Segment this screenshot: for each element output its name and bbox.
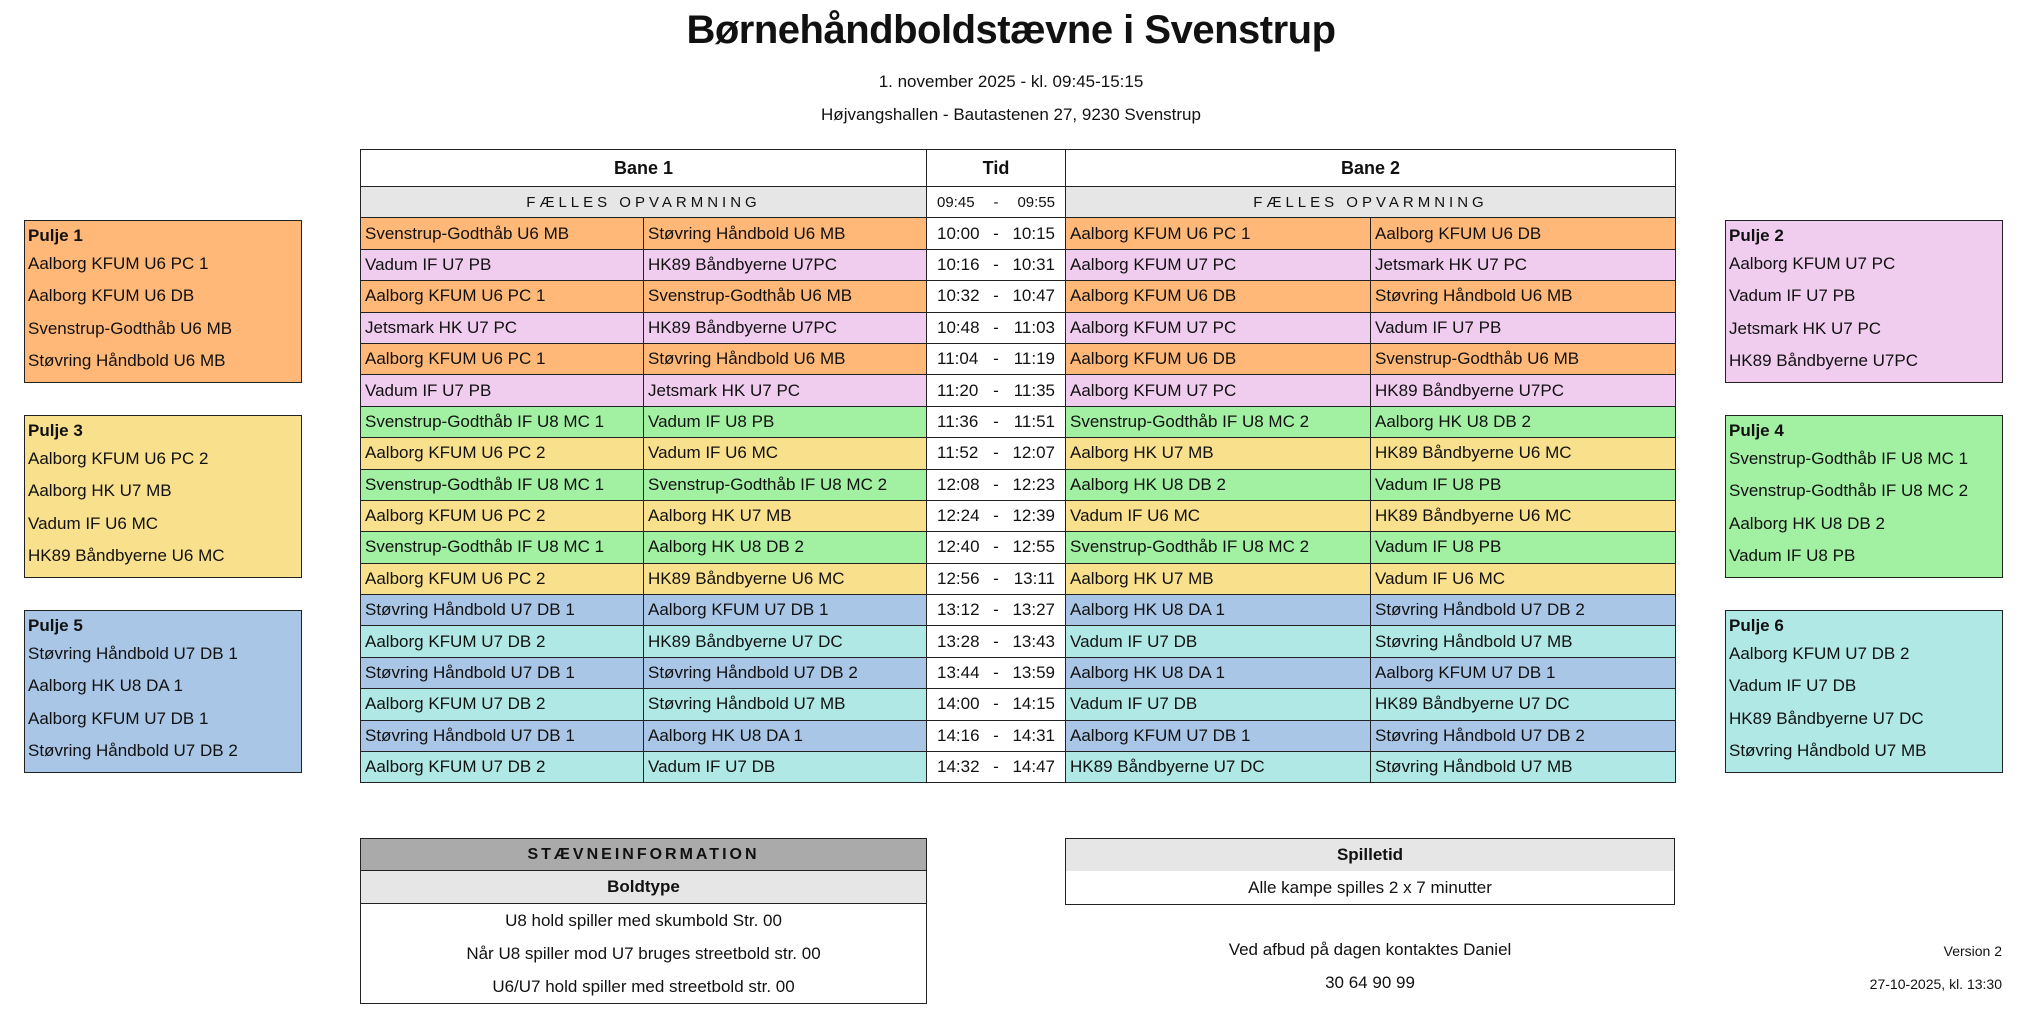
- pool-team: Svenstrup-Godthåb U6 MB: [28, 318, 233, 338]
- bane2-team-b: HK89 Båndbyerne U6 MC: [1371, 500, 1676, 531]
- info-line: U6/U7 hold spiller med streetbold str. 00: [492, 977, 795, 996]
- match-time: 12:24 - 12:39: [927, 500, 1066, 531]
- match-start: 14:16: [937, 725, 980, 745]
- pool-team: Aalborg KFUM U7 DB 2: [1729, 644, 1910, 663]
- info-line: U8 hold spiller med skumbold Str. 00: [505, 911, 782, 930]
- match-time: 12:56 - 13:11: [927, 563, 1066, 594]
- pool-name: Pulje 4: [1729, 421, 1784, 440]
- bane2-team-b: Vadum IF U8 PB: [1371, 532, 1676, 563]
- match-row: [361, 438, 1676, 469]
- info-line: Når U8 spiller mod U7 bruges streetbold str. 00: [466, 944, 821, 963]
- pool-team: Vadum IF U7 DB: [1729, 676, 1857, 696]
- info-box: [360, 838, 927, 1004]
- pool-team: Svenstrup-Godthåb IF U8 MC 2: [1729, 481, 1969, 501]
- pool-box: [1725, 220, 2003, 383]
- bane2-team-b: Støvring Håndbold U7 DB 2: [1371, 720, 1676, 751]
- bane1-team-b: Vadum IF U8 PB: [644, 406, 927, 437]
- match-time: 10:00 - 10:15: [927, 218, 1066, 249]
- match-row: [361, 720, 1676, 751]
- warmup-label-bane1: FÆLLES OPVARMNING: [361, 187, 927, 218]
- bane2-team-a: Aalborg HK U8 DA 1: [1066, 657, 1371, 688]
- match-row: [361, 595, 1676, 626]
- bane2-team-a: Aalborg KFUM U7 PC: [1066, 375, 1371, 406]
- bane2-team-a: Aalborg KFUM U7 PC: [1066, 249, 1371, 280]
- pool-team: Aalborg KFUM U7 DB 1: [28, 708, 209, 728]
- bane2-team-a: Aalborg HK U7 MB: [1066, 563, 1371, 594]
- match-end: 11:19: [1013, 349, 1055, 369]
- spilletid-text: Alle kampe spilles 2 x 7 minutter: [1248, 878, 1492, 897]
- bane1-team-a: Svenstrup-Godthåb IF U8 MC 1: [361, 532, 644, 563]
- bane2-team-a: Aalborg HK U8 DA 1: [1066, 595, 1371, 626]
- match-time: 13:44 - 13:59: [927, 657, 1066, 688]
- bane1-team-b: Aalborg HK U7 MB: [644, 500, 927, 531]
- match-end: 10:31: [1012, 254, 1055, 274]
- bane2-team-b: Svenstrup-Godthåb U6 MB: [1371, 343, 1676, 374]
- bane1-team-a: Støvring Håndbold U7 DB 1: [361, 595, 644, 626]
- match-row: [361, 406, 1676, 437]
- match-end: 14:47: [1012, 757, 1055, 777]
- bane1-team-b: Svenstrup-Godthåb U6 MB: [644, 281, 927, 312]
- match-start: 13:12: [937, 600, 980, 620]
- spilletid-label: Spilletid: [1066, 839, 1674, 871]
- match-end: 13:59: [1012, 663, 1055, 683]
- bane2-team-a: Aalborg KFUM U6 DB: [1066, 343, 1371, 374]
- bane1-team-a: Aalborg KFUM U6 PC 2: [361, 500, 644, 531]
- match-end: 13:43: [1012, 631, 1055, 651]
- bane1-team-a: Støvring Håndbold U7 DB 1: [361, 657, 644, 688]
- match-end: 14:31: [1012, 725, 1055, 745]
- match-start: 13:28: [937, 631, 980, 651]
- pool-name: Pulje 2: [1729, 226, 1784, 245]
- bane2-team-a: Svenstrup-Godthåb IF U8 MC 2: [1066, 532, 1371, 563]
- warmup-row: [361, 187, 1676, 218]
- pool-name: Pulje 1: [28, 226, 83, 245]
- bane2-team-b: Støvring Håndbold U7 MB: [1371, 752, 1676, 783]
- match-time: 13:12 - 13:27: [927, 595, 1066, 626]
- pool-team: Aalborg KFUM U7 PC: [1729, 254, 1896, 273]
- bane2-team-a: Aalborg KFUM U6 DB: [1066, 281, 1371, 312]
- bane1-team-a: Svenstrup-Godthåb IF U8 MC 1: [361, 469, 644, 500]
- pool-name: Pulje 5: [28, 616, 83, 635]
- bane1-team-a: Aalborg KFUM U6 PC 1: [361, 343, 644, 374]
- match-start: 10:16: [937, 254, 980, 274]
- pool-team: Aalborg HK U7 MB: [28, 481, 172, 501]
- match-start: 10:00: [937, 223, 980, 243]
- match-row: [361, 375, 1676, 406]
- bane2-team-a: Vadum IF U7 DB: [1066, 689, 1371, 720]
- match-row: [361, 281, 1676, 312]
- match-time: 11:20 - 11:35: [927, 375, 1066, 406]
- bane2-team-a: Aalborg HK U8 DB 2: [1066, 469, 1371, 500]
- match-end: 12:23: [1012, 474, 1055, 494]
- match-time: 12:08 - 12:23: [927, 469, 1066, 500]
- pool-team: Vadum IF U6 MC: [28, 513, 159, 533]
- match-start: 11:52: [937, 443, 979, 463]
- boldtype-label: Boldtype: [361, 871, 926, 904]
- bane2-team-a: Aalborg KFUM U6 PC 1: [1066, 218, 1371, 249]
- bane2-team-a: Aalborg HK U7 MB: [1066, 438, 1371, 469]
- match-row: [361, 343, 1676, 374]
- match-row: [361, 312, 1676, 343]
- bane2-team-b: Aalborg KFUM U6 DB: [1371, 218, 1676, 249]
- info-heading: STÆVNEINFORMATION: [361, 839, 926, 871]
- match-time: 11:36 - 11:51: [927, 406, 1066, 437]
- bane1-team-b: Støvring Håndbold U6 MB: [644, 218, 927, 249]
- bane1-team-a: Svenstrup-Godthåb IF U8 MC 1: [361, 406, 644, 437]
- bane2-team-a: Aalborg KFUM U7 DB 1: [1066, 720, 1371, 751]
- bane2-team-a: Svenstrup-Godthåb IF U8 MC 2: [1066, 406, 1371, 437]
- bane1-team-a: Vadum IF U7 PB: [361, 375, 644, 406]
- spilletid-box: [1065, 838, 1675, 905]
- pool-team: Støvring Håndbold U7 MB: [1729, 740, 1927, 760]
- warmup-start: 09:45: [937, 193, 975, 211]
- bane2-team-b: Jetsmark HK U7 PC: [1371, 249, 1676, 280]
- time-header: Tid: [927, 150, 1066, 187]
- bane1-team-b: Støvring Håndbold U6 MB: [644, 343, 927, 374]
- match-time: 10:48 - 11:03: [927, 312, 1066, 343]
- bane1-team-a: Svenstrup-Godthåb U6 MB: [361, 218, 644, 249]
- match-time: 11:04 - 11:19: [927, 343, 1066, 374]
- match-start: 10:48: [937, 317, 980, 337]
- match-end: 11:51: [1013, 411, 1055, 431]
- pool-team: Svenstrup-Godthåb IF U8 MC 1: [1729, 449, 1969, 468]
- match-end: 13:11: [1013, 568, 1055, 588]
- bane1-team-b: Aalborg HK U8 DB 2: [644, 532, 927, 563]
- match-start: 11:36: [937, 411, 979, 431]
- bane2-team-a: HK89 Båndbyerne U7 DC: [1066, 752, 1371, 783]
- match-end: 12:55: [1012, 537, 1055, 557]
- contact-phone: 30 64 90 99: [1325, 973, 1415, 992]
- pool-team: Aalborg KFUM U6 DB: [28, 286, 195, 306]
- bane1-team-a: Aalborg KFUM U6 PC 2: [361, 563, 644, 594]
- pool-box: [24, 220, 302, 383]
- match-end: 10:47: [1012, 286, 1055, 306]
- match-start: 11:20: [937, 380, 979, 400]
- pool-team: Jetsmark HK U7 PC: [1729, 318, 1882, 338]
- match-start: 10:32: [937, 286, 980, 306]
- pool-team: Vadum IF U7 PB: [1729, 286, 1856, 306]
- bane1-team-b: Støvring Håndbold U7 MB: [644, 689, 927, 720]
- warmup-end: 09:55: [1017, 193, 1055, 211]
- event-date: 1. november 2025 - kl. 09:45-15:15: [878, 72, 1144, 91]
- schedule-header-row: [361, 150, 1676, 187]
- match-end: 10:15: [1012, 223, 1055, 243]
- match-end: 12:07: [1012, 443, 1055, 463]
- match-time: 14:32 - 14:47: [927, 752, 1066, 783]
- bane1-team-a: Jetsmark HK U7 PC: [361, 312, 644, 343]
- match-end: 14:15: [1012, 694, 1055, 714]
- warmup-time: 09:45 - 09:55: [927, 187, 1066, 218]
- schedule-table: [360, 149, 1676, 783]
- warmup-label-bane2: FÆLLES OPVARMNING: [1066, 187, 1676, 218]
- bane1-team-b: Vadum IF U7 DB: [644, 752, 927, 783]
- match-start: 11:04: [937, 349, 979, 369]
- bane1-team-a: Vadum IF U7 PB: [361, 249, 644, 280]
- match-row: [361, 469, 1676, 500]
- match-time: 11:52 - 12:07: [927, 438, 1066, 469]
- pool-box: [1725, 415, 2003, 578]
- pool-team: HK89 Båndbyerne U6 MC: [28, 545, 225, 565]
- pool-box: [1725, 610, 2003, 773]
- match-row: [361, 657, 1676, 688]
- match-time: 10:32 - 10:47: [927, 281, 1066, 312]
- bane2-team-b: HK89 Båndbyerne U7 DC: [1371, 689, 1676, 720]
- match-start: 13:44: [937, 663, 980, 683]
- bane1-team-b: Svenstrup-Godthåb IF U8 MC 2: [644, 469, 927, 500]
- bane2-team-b: Støvring Håndbold U7 DB 2: [1371, 595, 1676, 626]
- match-end: 11:03: [1013, 317, 1055, 337]
- bane1-team-a: Aalborg KFUM U6 PC 2: [361, 438, 644, 469]
- match-end: 11:35: [1013, 380, 1055, 400]
- bane2-team-b: HK89 Båndbyerne U6 MC: [1371, 438, 1676, 469]
- bane2-team-b: Vadum IF U8 PB: [1371, 469, 1676, 500]
- pool-team: Støvring Håndbold U7 DB 1: [28, 644, 238, 663]
- bane1-team-a: Støvring Håndbold U7 DB 1: [361, 720, 644, 751]
- match-start: 12:56: [937, 568, 980, 588]
- bane1-team-b: Aalborg HK U8 DA 1: [644, 720, 927, 751]
- bane1-team-a: Aalborg KFUM U6 PC 1: [361, 281, 644, 312]
- match-row: [361, 563, 1676, 594]
- match-row: [361, 532, 1676, 563]
- match-time: 14:00 - 14:15: [927, 689, 1066, 720]
- match-row: [361, 500, 1676, 531]
- bane2-team-b: Støvring Håndbold U6 MB: [1371, 281, 1676, 312]
- bane2-team-a: Vadum IF U7 DB: [1066, 626, 1371, 657]
- bane1-team-b: Vadum IF U6 MC: [644, 438, 927, 469]
- timestamp-label: 27-10-2025, kl. 13:30: [1869, 976, 2002, 992]
- event-venue: Højvangshallen - Bautastenen 27, 9230 Svenstrup: [821, 105, 1201, 124]
- bane1-team-b: HK89 Båndbyerne U7PC: [644, 312, 927, 343]
- pool-team: Aalborg HK U8 DB 2: [1729, 513, 1885, 533]
- match-end: 12:39: [1012, 506, 1055, 526]
- match-end: 13:27: [1012, 600, 1055, 620]
- pool-team: Støvring Håndbold U7 DB 2: [28, 740, 238, 760]
- bane2-team-b: Aalborg HK U8 DB 2: [1371, 406, 1676, 437]
- bane1-team-a: Aalborg KFUM U7 DB 2: [361, 752, 644, 783]
- pool-team: HK89 Båndbyerne U7 DC: [1729, 708, 1924, 728]
- bane1-team-b: Aalborg KFUM U7 DB 1: [644, 595, 927, 626]
- match-time: 14:16 - 14:31: [927, 720, 1066, 751]
- bane1-header: Bane 1: [361, 150, 927, 187]
- contact-text: Ved afbud på dagen kontaktes Daniel: [1228, 940, 1512, 959]
- version-label: Version 2: [1943, 943, 2002, 959]
- bane2-team-b: Vadum IF U7 PB: [1371, 312, 1676, 343]
- bane1-team-b: Jetsmark HK U7 PC: [644, 375, 927, 406]
- match-row: [361, 218, 1676, 249]
- pool-team: Aalborg HK U8 DA 1: [28, 676, 183, 696]
- match-time: 13:28 - 13:43: [927, 626, 1066, 657]
- bane2-team-a: Aalborg KFUM U7 PC: [1066, 312, 1371, 343]
- pool-name: Pulje 6: [1729, 616, 1784, 635]
- bane2-team-b: Vadum IF U6 MC: [1371, 563, 1676, 594]
- pool-team: Vadum IF U8 PB: [1729, 545, 1856, 565]
- bane1-team-b: HK89 Båndbyerne U7 DC: [644, 626, 927, 657]
- pool-team: Aalborg KFUM U6 PC 1: [28, 254, 209, 273]
- bane1-team-b: HK89 Båndbyerne U6 MC: [644, 563, 927, 594]
- bane1-team-a: Aalborg KFUM U7 DB 2: [361, 689, 644, 720]
- bane1-team-b: HK89 Båndbyerne U7PC: [644, 249, 927, 280]
- pool-box: [24, 610, 302, 773]
- bane2-header: Bane 2: [1066, 150, 1676, 187]
- match-start: 12:08: [937, 474, 980, 494]
- bane2-team-b: Aalborg KFUM U7 DB 1: [1371, 657, 1676, 688]
- match-time: 10:16 - 10:31: [927, 249, 1066, 280]
- bane2-team-b: Støvring Håndbold U7 MB: [1371, 626, 1676, 657]
- match-start: 12:40: [937, 537, 980, 557]
- match-start: 12:24: [937, 506, 980, 526]
- bane2-team-b: HK89 Båndbyerne U7PC: [1371, 375, 1676, 406]
- bane1-team-a: Aalborg KFUM U7 DB 2: [361, 626, 644, 657]
- bane1-team-b: Støvring Håndbold U7 DB 2: [644, 657, 927, 688]
- match-row: [361, 249, 1676, 280]
- match-row: [361, 752, 1676, 783]
- bane2-team-a: Vadum IF U6 MC: [1066, 500, 1371, 531]
- pool-team: HK89 Båndbyerne U7PC: [1729, 350, 1919, 370]
- match-start: 14:00: [937, 694, 980, 714]
- pool-name: Pulje 3: [28, 421, 83, 440]
- pool-box: [24, 415, 302, 578]
- match-row: [361, 689, 1676, 720]
- match-start: 14:32: [937, 757, 980, 777]
- match-row: [361, 626, 1676, 657]
- match-time: 12:40 - 12:55: [927, 532, 1066, 563]
- pool-team: Støvring Håndbold U6 MB: [28, 350, 226, 370]
- pool-team: Aalborg KFUM U6 PC 2: [28, 449, 209, 468]
- page-title: Børnehåndboldstævne i Svenstrup: [686, 8, 1336, 52]
